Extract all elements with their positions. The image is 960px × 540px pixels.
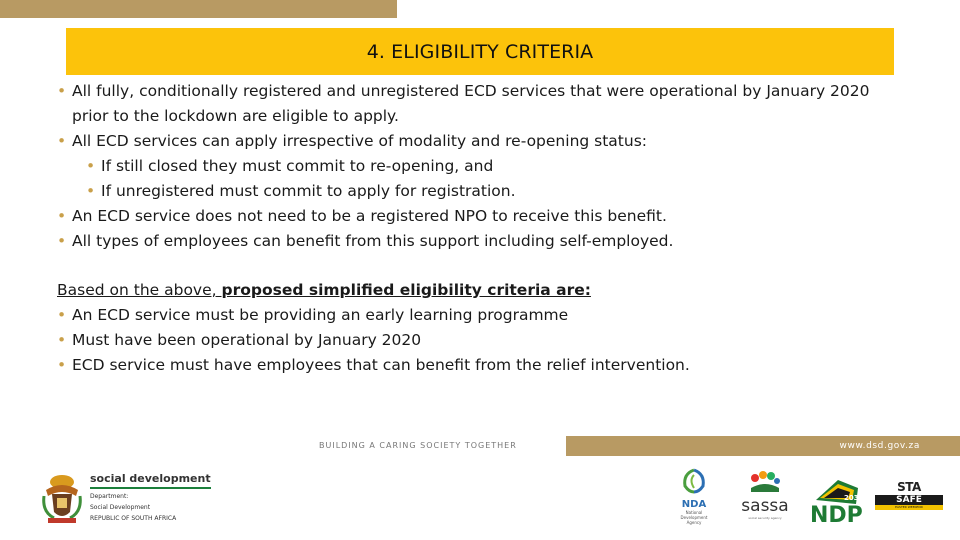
safe-strip: EASTER WEEKEND	[875, 505, 943, 510]
criteria-intro-bold: proposed simplified eligibility criteria are:	[221, 281, 591, 299]
title-band	[66, 28, 894, 75]
criteria-block	[57, 278, 907, 378]
sassa-sublabel: social security agency	[748, 516, 782, 520]
department-line: REPUBLIC OF SOUTH AFRICA	[90, 515, 177, 522]
ndp-year: 2030	[844, 494, 864, 502]
criteria-intro	[57, 278, 907, 303]
criteria-item: • An ECD service must be providing an early learning programme	[57, 303, 907, 328]
slide-title: 4. ELIGIBILITY CRITERIA	[366, 40, 594, 63]
department-logo	[40, 472, 211, 526]
department-line: Department:	[90, 493, 129, 500]
bullet-item: • All ECD services can apply irrespective of modality and re-opening status:	[57, 129, 907, 154]
footer-bar	[566, 436, 960, 456]
ndp-2030-icon	[808, 474, 864, 524]
department-line: Social Development	[90, 504, 151, 511]
criteria-item: • Must have been operational by January 2020	[57, 328, 907, 353]
sub-bullet-item: • If still closed they must commit to re-opening, and	[86, 154, 907, 179]
criteria-intro-plain: Based on the above,	[57, 281, 222, 299]
sassa-logo	[735, 470, 795, 520]
nda-emblem-icon	[679, 468, 709, 494]
sassa-figures-icon	[748, 470, 782, 494]
footer-tagline: BUILDING A CARING SOCIETY TOGETHER	[319, 441, 517, 450]
coat-of-arms-icon	[40, 472, 84, 526]
bullet-item: • All types of employees can benefit from this support including self-employed.	[57, 229, 907, 254]
slide-content	[57, 79, 907, 378]
nda-logo	[676, 468, 712, 525]
criteria-item: • ECD service must have employees that can benefit from the relief intervention.	[57, 353, 907, 378]
ndp-label: NDP	[810, 503, 863, 524]
criteria-list	[57, 303, 907, 378]
nda-sublabel: National Development Agency	[680, 510, 708, 525]
ndp-logo	[808, 474, 864, 528]
sassa-label: sassa	[741, 496, 789, 516]
safe-logo	[875, 480, 943, 510]
safe-label: SAFE	[875, 495, 943, 505]
safe-top-label: STA	[897, 480, 921, 494]
sub-bullet-item: • If unregistered must commit to apply for registration.	[86, 179, 907, 204]
eligibility-list	[57, 79, 907, 254]
department-name: social development	[90, 472, 211, 489]
bullet-item: • All fully, conditionally registered and unregistered ECD services that were operational by January 2020 prior to the lockdown are eligible to apply.	[57, 79, 907, 129]
top-accent-bar	[0, 0, 397, 18]
bullet-item: • An ECD service does not need to be a registered NPO to receive this benefit.	[57, 204, 907, 229]
nda-label: NDA	[681, 499, 707, 510]
footer-website[interactable]: www.dsd.gov.za	[839, 441, 920, 451]
